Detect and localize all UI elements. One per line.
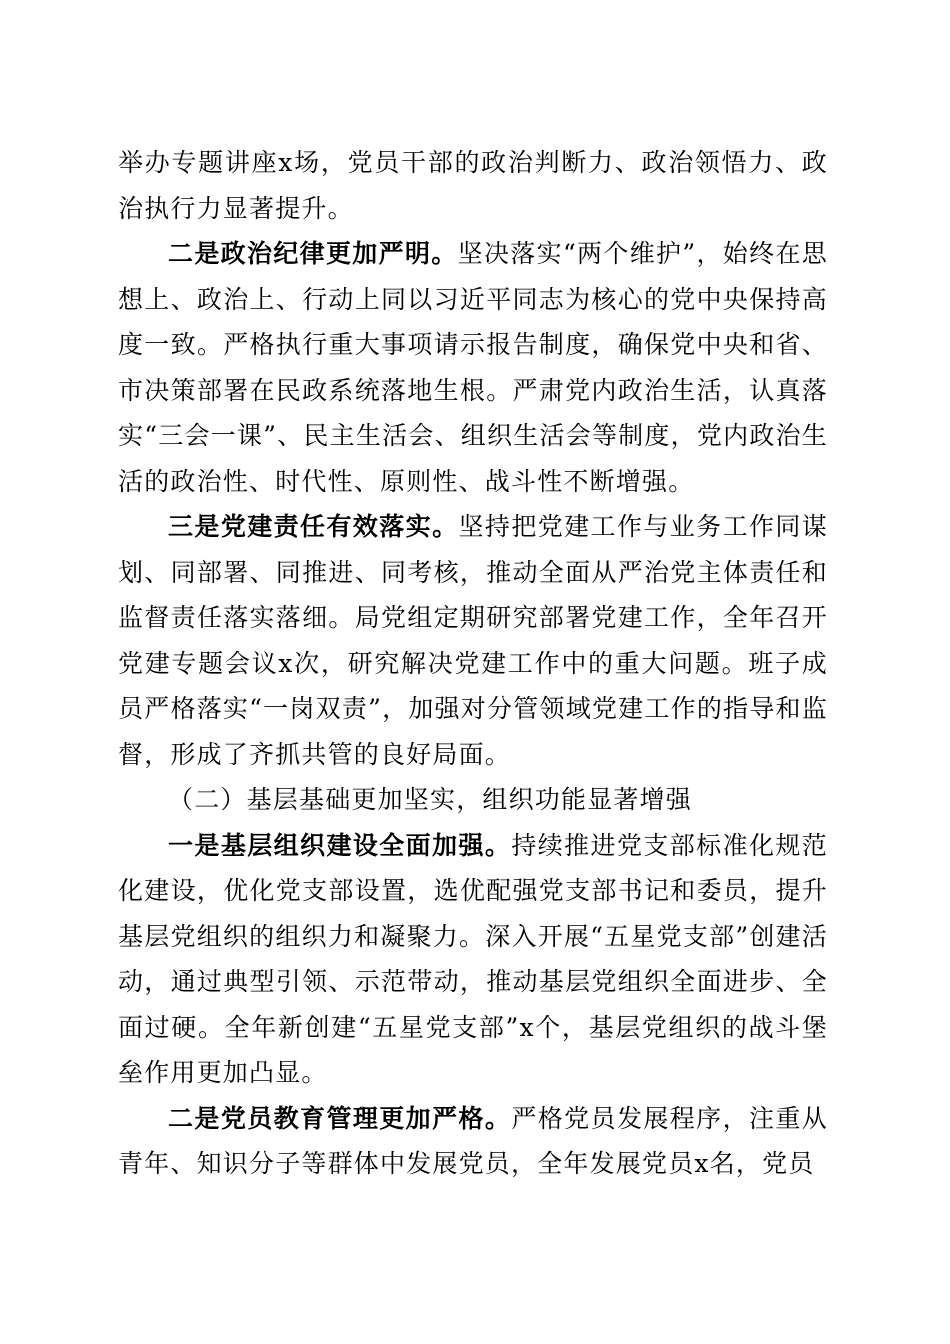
paragraph-lead: 一是基层组织建设全面加强。: [168, 830, 512, 860]
paragraph-lead: 三是党建责任有效落实。: [168, 512, 459, 541]
section-heading: （二）基层基础更加坚实，组织功能显著增强: [168, 785, 693, 814]
paragraph-body: 严格党员发展程序，注重从青年、知识分子等群体中发展党员，全年发展党员x名，党员: [118, 1103, 828, 1178]
paragraph-body: 坚持把党建工作与业务工作同谋划、同部署、同推进、同考核，推动全面从严治党主体责任和监督责任落实落细。局党组定期研究部署党建工作，全年召开党建专题会议x次，研究解决党建工作中的重大问题。班子成员严格落实“一岗双责”，加强对分管领域党建工作的指导和监督，形成了齐抓共管的良好局面。: [118, 512, 829, 769]
paragraph-lead: 二是党员教育管理更加严格。: [168, 1103, 512, 1133]
paragraph-party-responsibility: [118, 504, 828, 777]
paragraph-political-discipline: [118, 231, 828, 504]
paragraph-member-education: [118, 1096, 828, 1187]
paragraph-body: 持续推进党支部标准化规范化建设，优化党支部设置，选优配强党支部书记和委员，提升基层党组织的组织力和凝聚力。深入开展“五星党支部”创建活动，通过典型引领、示范带动，推动基层党组织全面进步、全面过硬。全年新创建“五星党支部”x个，基层党组织的战斗堡垒作用更加凸显。: [118, 830, 828, 1087]
paragraph-body: 坚决落实“两个维护”，始终在思想上、政治上、行动上同以习近平同志为核心的党中央保持高度一致。严格执行重大事项请示报告制度，确保党中央和省、市决策部署在民政系统落地生根。严肃党内政治生活，认真落实“三会一课”、民主生活会、组织生活会等制度，党内政治生活的政治性、时代性、原则性、战斗性不断增强。: [118, 239, 828, 496]
document-page: [118, 140, 828, 1187]
paragraph-body: 举办专题讲座x场，党员干部的政治判断力、政治领悟力、政治执行力显著提升。: [118, 148, 828, 223]
paragraph-grassroots-organization: [118, 823, 828, 1096]
paragraph-lead: 二是政治纪律更加严明。: [168, 239, 458, 268]
paragraph-continuation: [118, 140, 828, 231]
